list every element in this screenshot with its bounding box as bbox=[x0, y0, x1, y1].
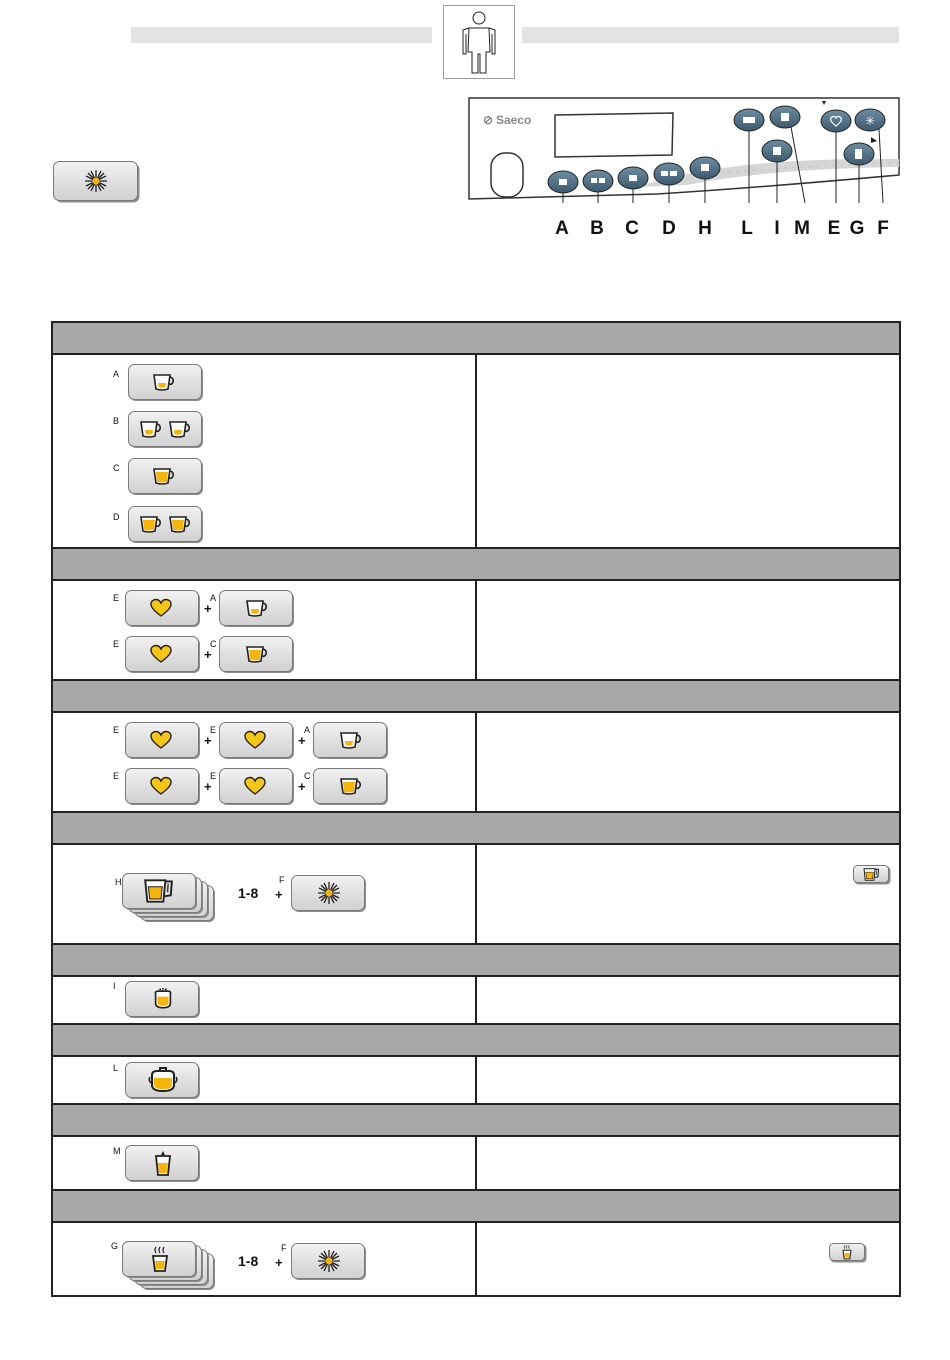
table-row bbox=[52, 1056, 900, 1104]
plus-sign: + bbox=[204, 733, 212, 748]
button-a[interactable] bbox=[128, 364, 204, 402]
letter-l: L bbox=[741, 218, 753, 239]
table-row bbox=[52, 976, 900, 1024]
person-icon-box bbox=[443, 5, 515, 79]
range-label: 1-8 bbox=[238, 885, 259, 901]
button-h-stack[interactable] bbox=[122, 873, 232, 923]
header-bar-left bbox=[131, 27, 432, 43]
sun-icon bbox=[318, 882, 340, 904]
label-i: I bbox=[113, 981, 116, 991]
sun-icon bbox=[318, 1250, 340, 1272]
button-f[interactable] bbox=[291, 1243, 367, 1281]
header-bar-right bbox=[522, 27, 899, 43]
label-b: B bbox=[113, 416, 120, 426]
plus-sign: + bbox=[204, 601, 212, 616]
button-e[interactable] bbox=[219, 768, 295, 806]
sun-icon bbox=[85, 170, 107, 192]
letter-b: B bbox=[590, 218, 604, 239]
brand-logo: ⊘ bbox=[483, 113, 494, 127]
button-i[interactable] bbox=[125, 981, 201, 1019]
button-f[interactable] bbox=[291, 875, 367, 913]
section-header bbox=[52, 548, 900, 580]
display-screen bbox=[555, 113, 673, 157]
letter-f: F bbox=[877, 218, 889, 239]
svg-text:✳: ✳ bbox=[865, 114, 876, 128]
label-e: E bbox=[210, 771, 217, 781]
label-e: E bbox=[210, 725, 217, 735]
panel-button-b bbox=[583, 170, 613, 192]
label-d: D bbox=[113, 512, 120, 522]
teapot-icon bbox=[155, 988, 170, 1008]
section-header bbox=[52, 812, 900, 844]
person-icon bbox=[444, 6, 514, 78]
plus-sign: + bbox=[298, 779, 306, 794]
label-f: F bbox=[279, 875, 285, 885]
letter-h: H bbox=[698, 218, 712, 239]
button-m[interactable] bbox=[125, 1145, 201, 1183]
steam-button-inline bbox=[829, 1243, 867, 1263]
button-c[interactable] bbox=[219, 636, 295, 674]
button-e[interactable] bbox=[219, 722, 295, 760]
button-c[interactable] bbox=[313, 768, 389, 806]
button-a[interactable] bbox=[313, 722, 389, 760]
label-e: E bbox=[113, 771, 120, 781]
section-header bbox=[52, 1024, 900, 1056]
label-l: L bbox=[113, 1063, 119, 1073]
button-e[interactable] bbox=[125, 590, 201, 628]
button-b[interactable] bbox=[128, 411, 204, 449]
letter-a: A bbox=[555, 218, 569, 239]
section-header bbox=[52, 680, 900, 712]
function-table bbox=[51, 321, 901, 1297]
range-label: 1-8 bbox=[238, 1253, 259, 1269]
button-e[interactable] bbox=[125, 768, 201, 806]
button-e[interactable] bbox=[125, 722, 201, 760]
table-row bbox=[52, 844, 900, 944]
button-g-stack[interactable] bbox=[122, 1241, 232, 1291]
control-panel bbox=[467, 97, 901, 205]
sun-button-large[interactable] bbox=[53, 161, 140, 203]
label-c: C bbox=[210, 639, 217, 649]
plus-sign: + bbox=[204, 779, 212, 794]
label-e: E bbox=[113, 725, 120, 735]
letter-g: G bbox=[849, 218, 865, 239]
table-row bbox=[52, 580, 900, 680]
button-d[interactable] bbox=[128, 506, 204, 544]
label-a: A bbox=[113, 369, 120, 379]
button-a[interactable] bbox=[219, 590, 295, 628]
table-row bbox=[52, 1222, 900, 1296]
table-row bbox=[52, 712, 900, 812]
table-row bbox=[52, 1136, 900, 1190]
letter-i: I bbox=[774, 218, 780, 239]
label-g: G bbox=[111, 1241, 119, 1251]
plus-sign: + bbox=[275, 1255, 283, 1270]
label-a: A bbox=[304, 725, 311, 735]
label-c: C bbox=[113, 463, 120, 473]
power-button bbox=[491, 153, 523, 197]
letter-m: M bbox=[794, 218, 810, 239]
section-header bbox=[52, 1190, 900, 1222]
pot-icon bbox=[149, 1068, 177, 1091]
button-e[interactable] bbox=[125, 636, 201, 674]
button-l[interactable] bbox=[125, 1062, 201, 1100]
button-c[interactable] bbox=[128, 458, 204, 496]
panel-button-e bbox=[821, 110, 851, 132]
label-a: A bbox=[210, 593, 217, 603]
letter-e: E bbox=[827, 218, 841, 239]
jug-button-inline bbox=[853, 865, 891, 885]
label-c: C bbox=[304, 771, 311, 781]
label-m: M bbox=[113, 1146, 121, 1156]
panel-button-d bbox=[654, 163, 684, 185]
letter-d: D bbox=[662, 218, 676, 239]
letter-c: C bbox=[625, 218, 639, 239]
label-e: E bbox=[113, 639, 120, 649]
label-e: E bbox=[113, 593, 120, 603]
plus-sign: + bbox=[204, 647, 212, 662]
section-header bbox=[52, 1104, 900, 1136]
label-h: H bbox=[115, 877, 122, 887]
table-row bbox=[52, 354, 900, 548]
section-header bbox=[52, 944, 900, 976]
brand-name: Saeco bbox=[496, 113, 532, 127]
plus-sign: + bbox=[275, 887, 283, 902]
section-header bbox=[52, 322, 900, 354]
label-f: F bbox=[281, 1243, 287, 1253]
plus-sign: + bbox=[298, 733, 306, 748]
